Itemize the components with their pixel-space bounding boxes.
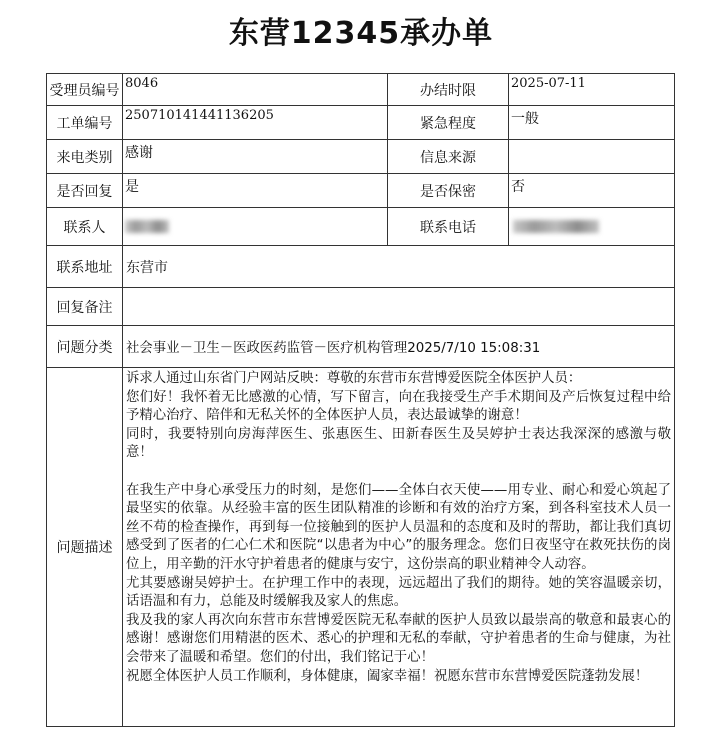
row-category	[47, 326, 675, 368]
phone-value-redacted	[509, 208, 675, 246]
contact-value-redacted	[123, 208, 388, 246]
reply-note-value	[123, 288, 675, 326]
document-title: 东营12345承办单	[228, 16, 494, 51]
confidential-value: 否	[509, 174, 675, 208]
order-no-value: 250710141441136205	[123, 106, 388, 140]
description-cell	[123, 368, 675, 727]
call-type-label: 来电类别	[47, 140, 123, 174]
info-source-value	[509, 140, 675, 174]
contact-label: 联系人	[47, 208, 123, 246]
row-contact	[47, 208, 675, 246]
reply-label: 是否回复	[47, 174, 123, 208]
urgency-label: 紧急程度	[388, 106, 509, 140]
address-label: 联系地址	[47, 246, 123, 288]
reply-note-label: 回复备注	[47, 288, 123, 326]
urgency-value: 一般	[509, 106, 675, 140]
address-value: 东营市	[123, 246, 675, 288]
category-label: 问题分类	[47, 326, 123, 368]
deadline-label: 办结时限	[388, 74, 509, 106]
description-paragraph: 同时，我要特别向房海萍医生、张惠医生、田新春医生及吴婷护士表达我深深的感激与敬意！	[126, 426, 671, 461]
phone-label: 联系电话	[388, 208, 509, 246]
row-call-type	[47, 140, 675, 174]
row-order-no	[47, 106, 675, 140]
row-reply	[47, 174, 675, 208]
row-reply-note	[47, 288, 675, 326]
description-paragraph: 祝愿全体医护人员工作顺利，身体健康，阖家幸福！祝愿东营市东营博爱医院蓬勃发展！	[126, 668, 649, 684]
description-paragraph: 诉求人通过山东省门户网站反映：尊敬的东营市东营博爱医院全体医护人员：	[126, 371, 582, 386]
redaction-blur	[513, 220, 599, 233]
reply-value: 是	[123, 174, 388, 208]
description-paragraph: 我及我的家人再次向东营市东营博爱医院无私奉献的医护人员致以最崇高的敬意和最衷心的感谢！感谢您们用精湛的医术、悉心的护理和无私的奉献，守护着患者的生命与健康，为社会带来了温暖和希望。您们的付出，我们铭记于心！	[126, 612, 671, 665]
call-type-value: 感谢	[123, 140, 388, 174]
info-source-label: 信息来源	[388, 140, 509, 174]
operator-no-value: 8046	[123, 74, 388, 106]
row-operator	[47, 74, 675, 106]
description-text	[123, 368, 674, 686]
redaction-blur	[125, 220, 169, 233]
deadline-value: 2025-07-11	[509, 74, 675, 106]
description-paragraph: 尤其要感谢吴婷护士。在护理工作中的表现，远远超出了我们的期待。她的笑容温暖亲切，话语温和有力，总能及时缓解我及家人的焦虑。	[126, 575, 671, 610]
description-paragraph: 您们好！我怀着无比感激的心情，写下留言，向在我接受生产手术期间及产后恢复过程中给予精心治疗、陪伴和无私关怀的全体医护人员，表达最诚挚的谢意！	[126, 389, 671, 424]
paragraph-gap	[126, 463, 671, 482]
category-value: 社会事业－卫生－医政医药监管－医疗机构管理2025/7/10 15:08:31	[123, 326, 675, 368]
row-description	[47, 368, 675, 727]
description-paragraph: 在我生产中身心承受压力的时刻，是您们——全体白衣天使——用专业、耐心和爱心筑起了最坚实的依靠。从经验丰富的医生团队精准的诊断和有效的治疗方案，到各科室技术人员一丝不苟的检查操作，再到每一位接触到的医护人员温和的态度和及时的帮助，都让我们真切感受到了医者的仁心仁术和医院“以患者为中心”的服务理念。您们日夜坚守在救死扶伤的岗位上，用辛勤的汗水守护着患者的健康与安宁，这份崇高的职业精神令人动容。	[126, 482, 671, 572]
work-order-table	[46, 73, 675, 727]
row-address	[47, 246, 675, 288]
confidential-label: 是否保密	[388, 174, 509, 208]
operator-no-label: 受理员编号	[47, 74, 123, 106]
description-label: 问题描述	[47, 368, 123, 727]
order-no-label: 工单编号	[47, 106, 123, 140]
